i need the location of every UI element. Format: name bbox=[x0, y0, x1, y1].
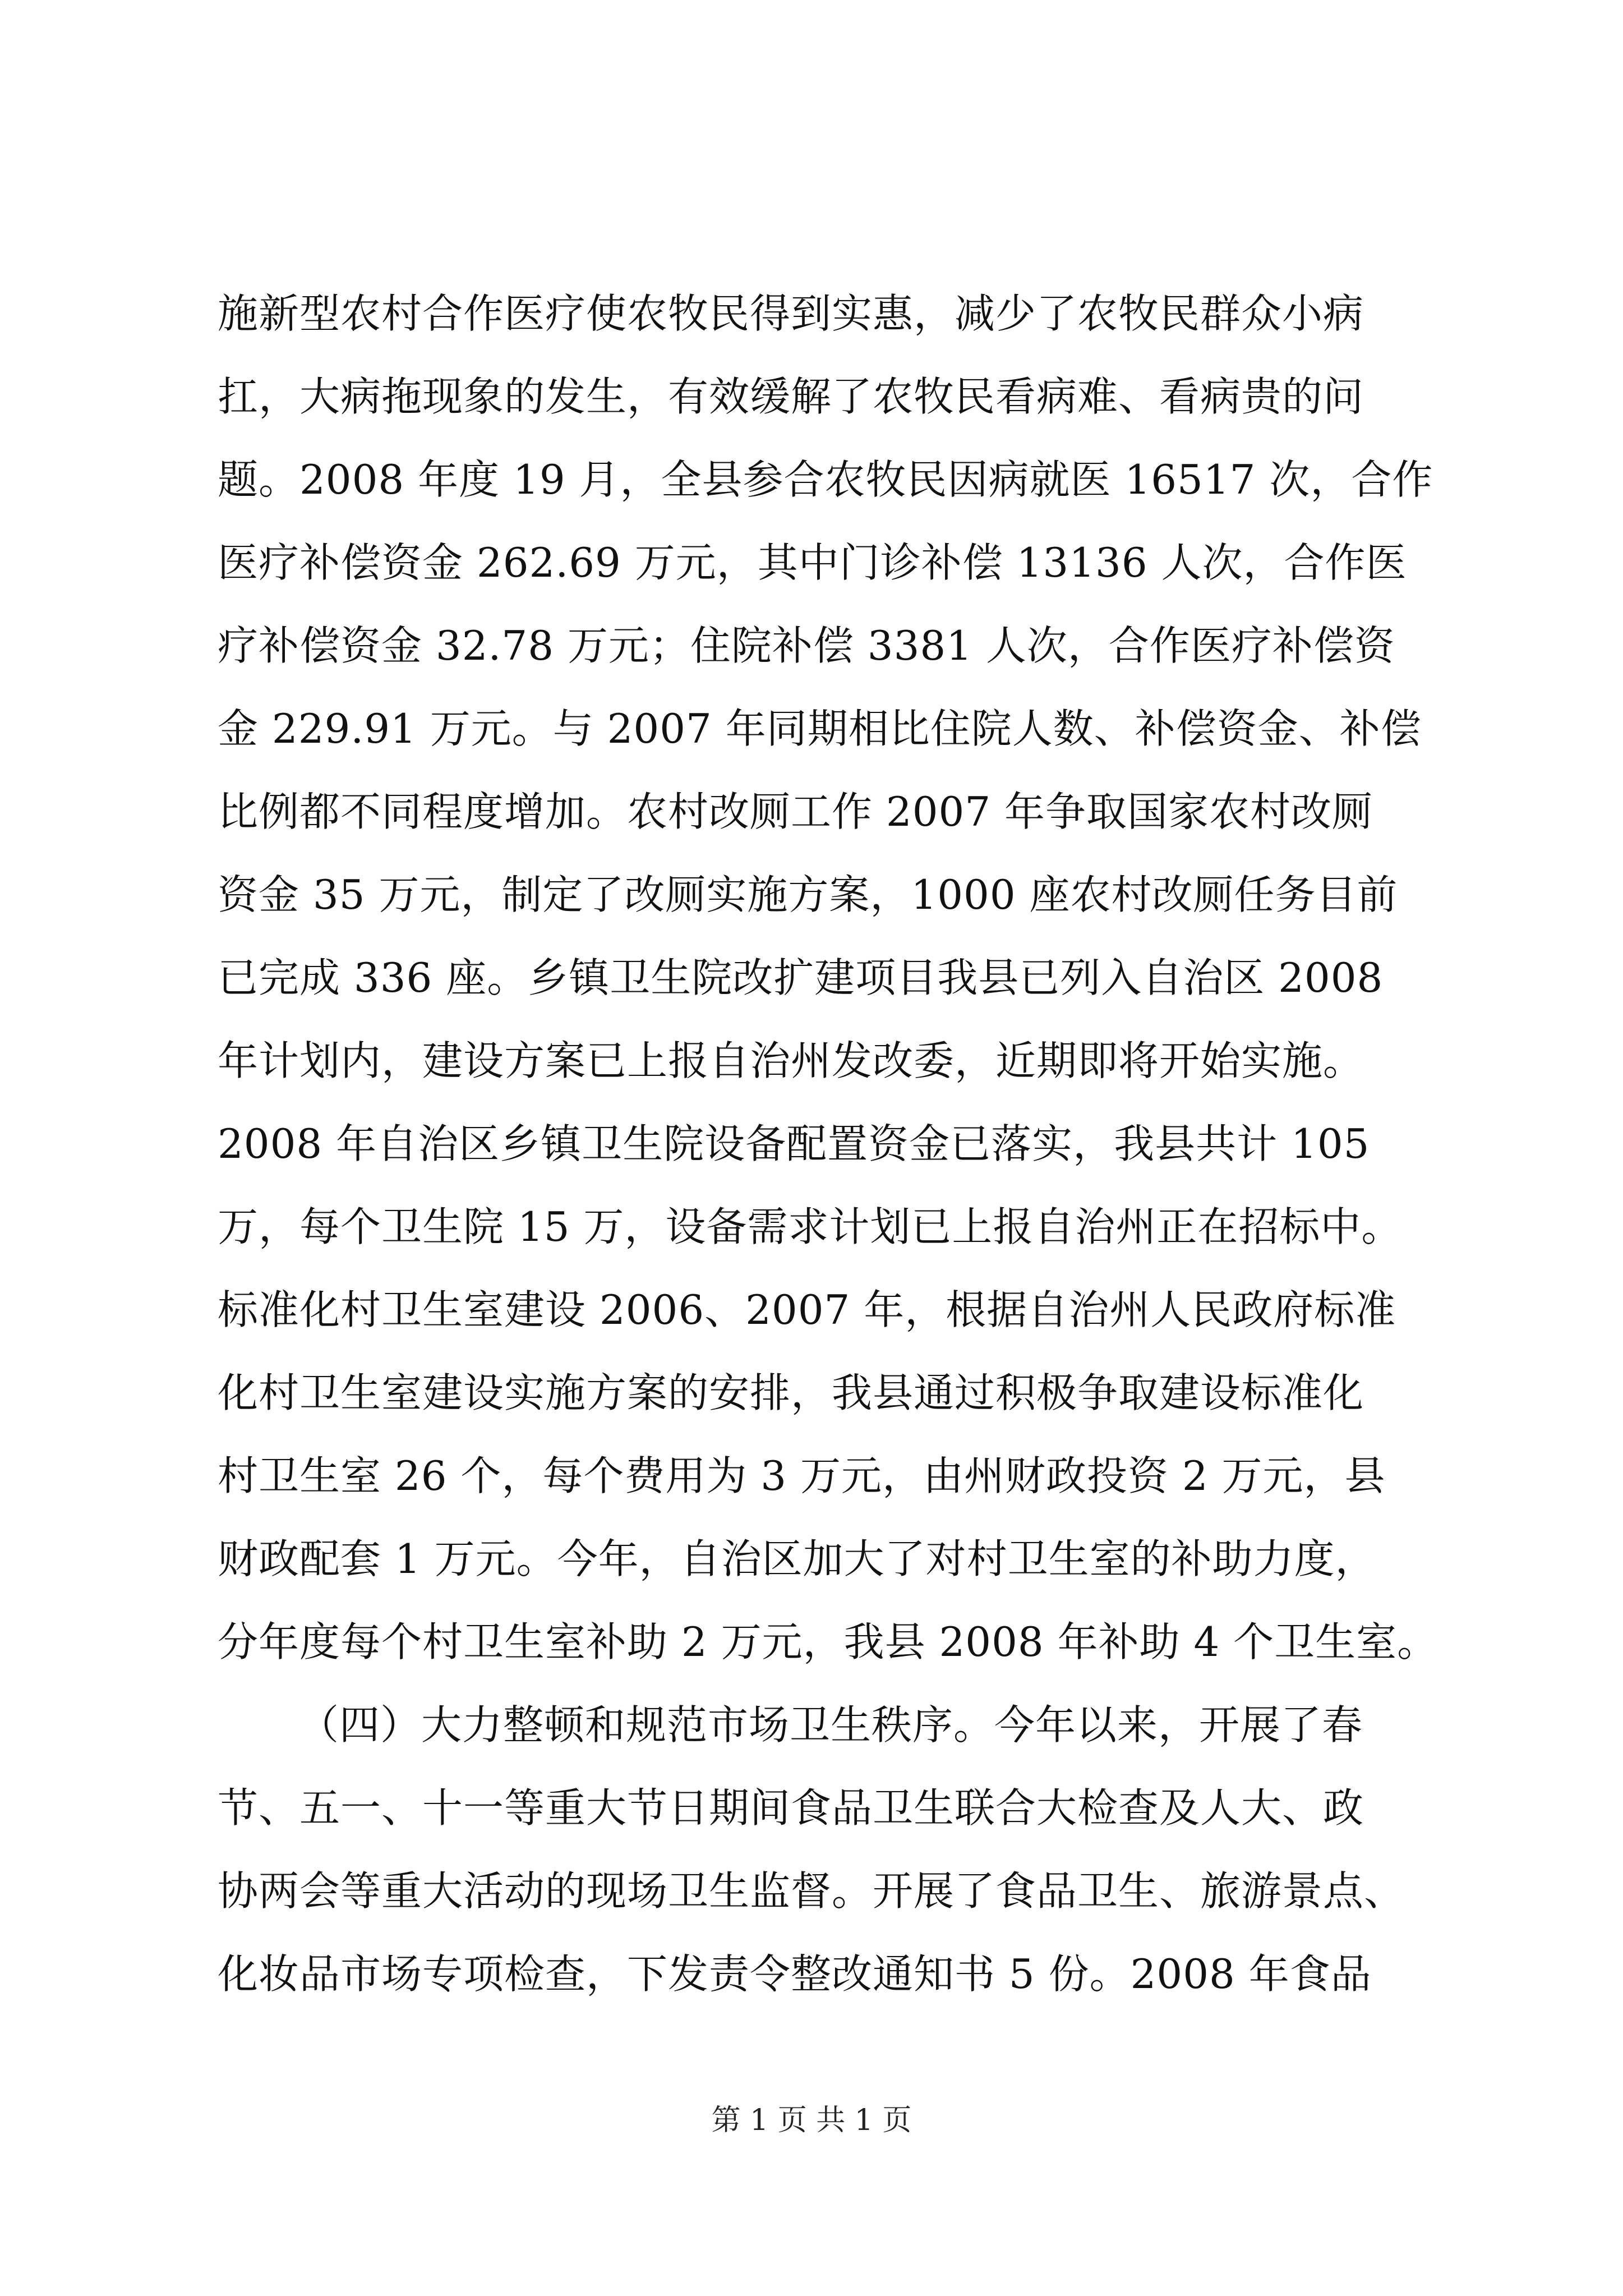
text-line: 标准化村卫生室建设 2006、2007 年，根据自治州人民政府标准 bbox=[218, 1286, 1396, 1333]
text-line: 2008 年自治区乡镇卫生院设备配置资金已落实，我县共计 105 bbox=[218, 1120, 1370, 1167]
text-line: 协两会等重大活动的现场卫生监督。开展了食品卫生、旅游景点、 bbox=[218, 1867, 1405, 1915]
text-line: 比例都不同程度增加。农村改厕工作 2007 年争取国家农村改厕 bbox=[218, 788, 1373, 835]
text-line: 财政配套 1 万元。今年，自治区加大了对村卫生室的补助力度， bbox=[218, 1535, 1376, 1582]
text-line: 已完成 336 座。乡镇卫生院改扩建项目我县已列入自治区 2008 bbox=[218, 954, 1384, 1001]
section-heading-line: （四）大力整顿和规范市场卫生秩序。今年以来，开展了春 bbox=[298, 1701, 1363, 1749]
text-line: 化妆品市场专项检查，下发责令整改通知书 5 份。2008 年食品 bbox=[218, 1950, 1372, 1998]
text-line: 金 229.91 万元。与 2007 年同期相比住院人数、补偿资金、补偿 bbox=[218, 705, 1422, 752]
text-line: 节、五一、十一等重大节日期间食品卫生联合大检查及人大、政 bbox=[218, 1784, 1364, 1832]
text-line: 资金 35 万元，制定了改厕实施方案，1000 座农村改厕任务目前 bbox=[218, 871, 1398, 918]
text-line: 题。2008 年度 19 月，全县参合农牧民因病就医 16517 次，合作 bbox=[218, 456, 1433, 503]
text-line: 化村卫生室建设实施方案的安排，我县通过积极争取建设标准化 bbox=[218, 1369, 1364, 1416]
text-line: 分年度每个村卫生室补助 2 万元，我县 2008 年补助 4 个卫生室。 bbox=[218, 1618, 1438, 1665]
text-line: 年计划内，建设方案已上报自治州发改委，近期即将开始实施。 bbox=[218, 1037, 1364, 1084]
page-number-footer: 第 1 页 共 1 页 bbox=[711, 2104, 912, 2137]
text-line: 万，每个卫生院 15 万，设备需求计划已上报自治州正在招标中。 bbox=[218, 1203, 1403, 1250]
document-body bbox=[218, 272, 1438, 2016]
text-line: 医疗补偿资金 262.69 万元，其中门诊补偿 13136 人次，合作医 bbox=[218, 539, 1407, 586]
text-line: 村卫生室 26 个，每个费用为 3 万元，由州财政投资 2 万元，县 bbox=[218, 1452, 1386, 1499]
text-line: 施新型农村合作医疗使农牧民得到实惠，减少了农牧民群众小病 bbox=[218, 290, 1364, 337]
text-line: 疗补偿资金 32.78 万元；住院补偿 3381 人次，合作医疗补偿资 bbox=[218, 622, 1395, 669]
text-line: 扛，大病拖现象的发生，有效缓解了农牧民看病难、看病贵的问 bbox=[218, 373, 1364, 420]
